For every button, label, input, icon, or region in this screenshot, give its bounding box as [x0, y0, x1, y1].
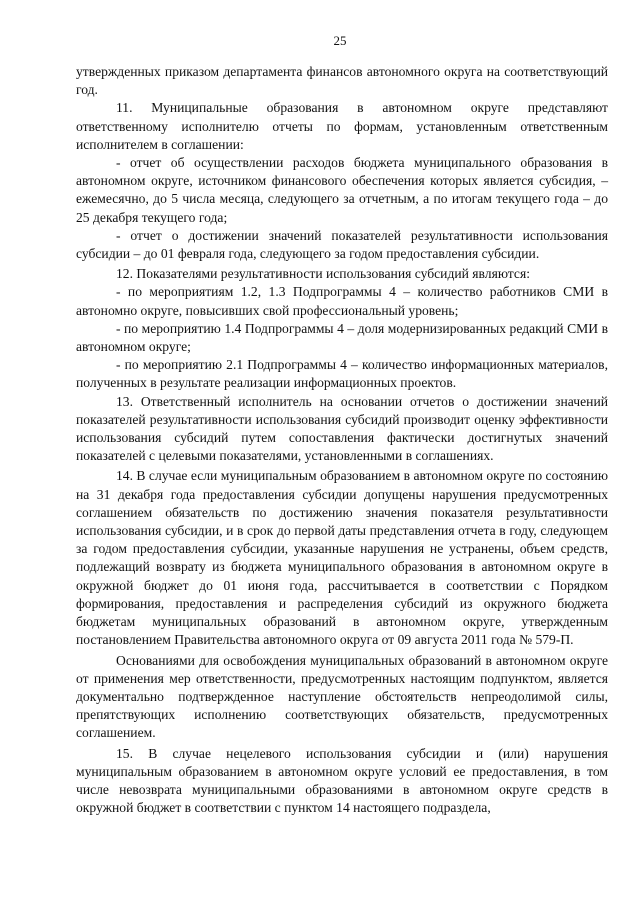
paragraph: - отчет о достижении значений показателей результативности использования субсидии – до 01 февраля года, следующего за годом предоставления субсидии.	[76, 227, 608, 262]
paragraph: - по мероприятиям 1.2, 1.3 Подпрограммы 4 – количество работников СМИ в автономно округе, повысивших свой профессиональный уровень;	[76, 284, 608, 318]
paragraph: - по мероприятию 1.4 Подпрограммы 4 – доля модернизированных редакций СМИ в автономном округе;	[76, 320, 608, 355]
paragraph: утвержденных приказом департамента финансов автономного округа на соответствующий год.	[76, 64, 608, 98]
document-body	[76, 63, 608, 817]
paragraph: Основаниями для освобождения муниципальных образований в автономном округе от применения мер ответственности, предусмотренных настоящим подпунктом, является документально подтвержденное наступление обстоятельств непреодолимой силы, препятствующих исполнению соответствующих обязательств, предусмотренных соглашением.	[76, 652, 608, 741]
paragraph: 12. Показателями результативности использования субсидий являются:	[116, 266, 530, 282]
paragraph: 13. Ответственный исполнитель на основании отчетов о достижении значений показателей результативности использования субсидий производит оценку эффективности использования субсидий путем сопоставления фактически достигнутых значений показателей с целевыми показателями, установленными в соглашениях.	[76, 393, 608, 464]
paragraph: - отчет об осуществлении расходов бюджета муниципального образования в автономном округе, источником финансового обеспечения которых является субсидия, – ежемесячно, до 5 числа месяца, следующего за отчетным, а по итогам текущего года – до 25 декабря текущего года;	[76, 155, 608, 225]
paragraph: 11. Муниципальные образования в автономном округе представляют ответственному исполнителю отчеты по формам, установленным ответственным исполнителем в соглашении:	[76, 100, 608, 152]
page-number: 25	[333, 33, 347, 48]
paragraph: 15. В случае нецелевого использования субсидии и (или) нарушения муниципальным образованием в автономном округе условий ее предоставления, в том числе невозврата муниципальными образованиями в автономном округе средств в окружной бюджет в соответствии с пунктом 14 настоящего подраздела,	[76, 745, 608, 816]
paragraph: 14. В случае если муниципальным образованием в автономном округе по состоянию на 31 декабря года предоставления субсидии допущены нарушения предусмотренных соглашением обязательств по достижению значения показателя результативности использования субсидии, и в срок до первой даты представления отчета в году, следующем за годом предоставления субсидии, указанные нарушения не устранены, объем средств, подлежащий возврату из бюджета муниципального образования в автономном округе в окружной бюджет до 01 июня года, рассчитывается в соответствии с Порядком формирования, предоставления и распределения субсидий из окружного бюджета бюджетам муниципальных образований в автономном округе, утвержденным постановлением Правительства автономного округа от 09 августа 2011 года № 579-П.	[76, 468, 608, 648]
paragraph: - по мероприятию 2.1 Подпрограммы 4 – количество информационных материалов, полученных в результате реализации информационных проектов.	[76, 357, 608, 391]
